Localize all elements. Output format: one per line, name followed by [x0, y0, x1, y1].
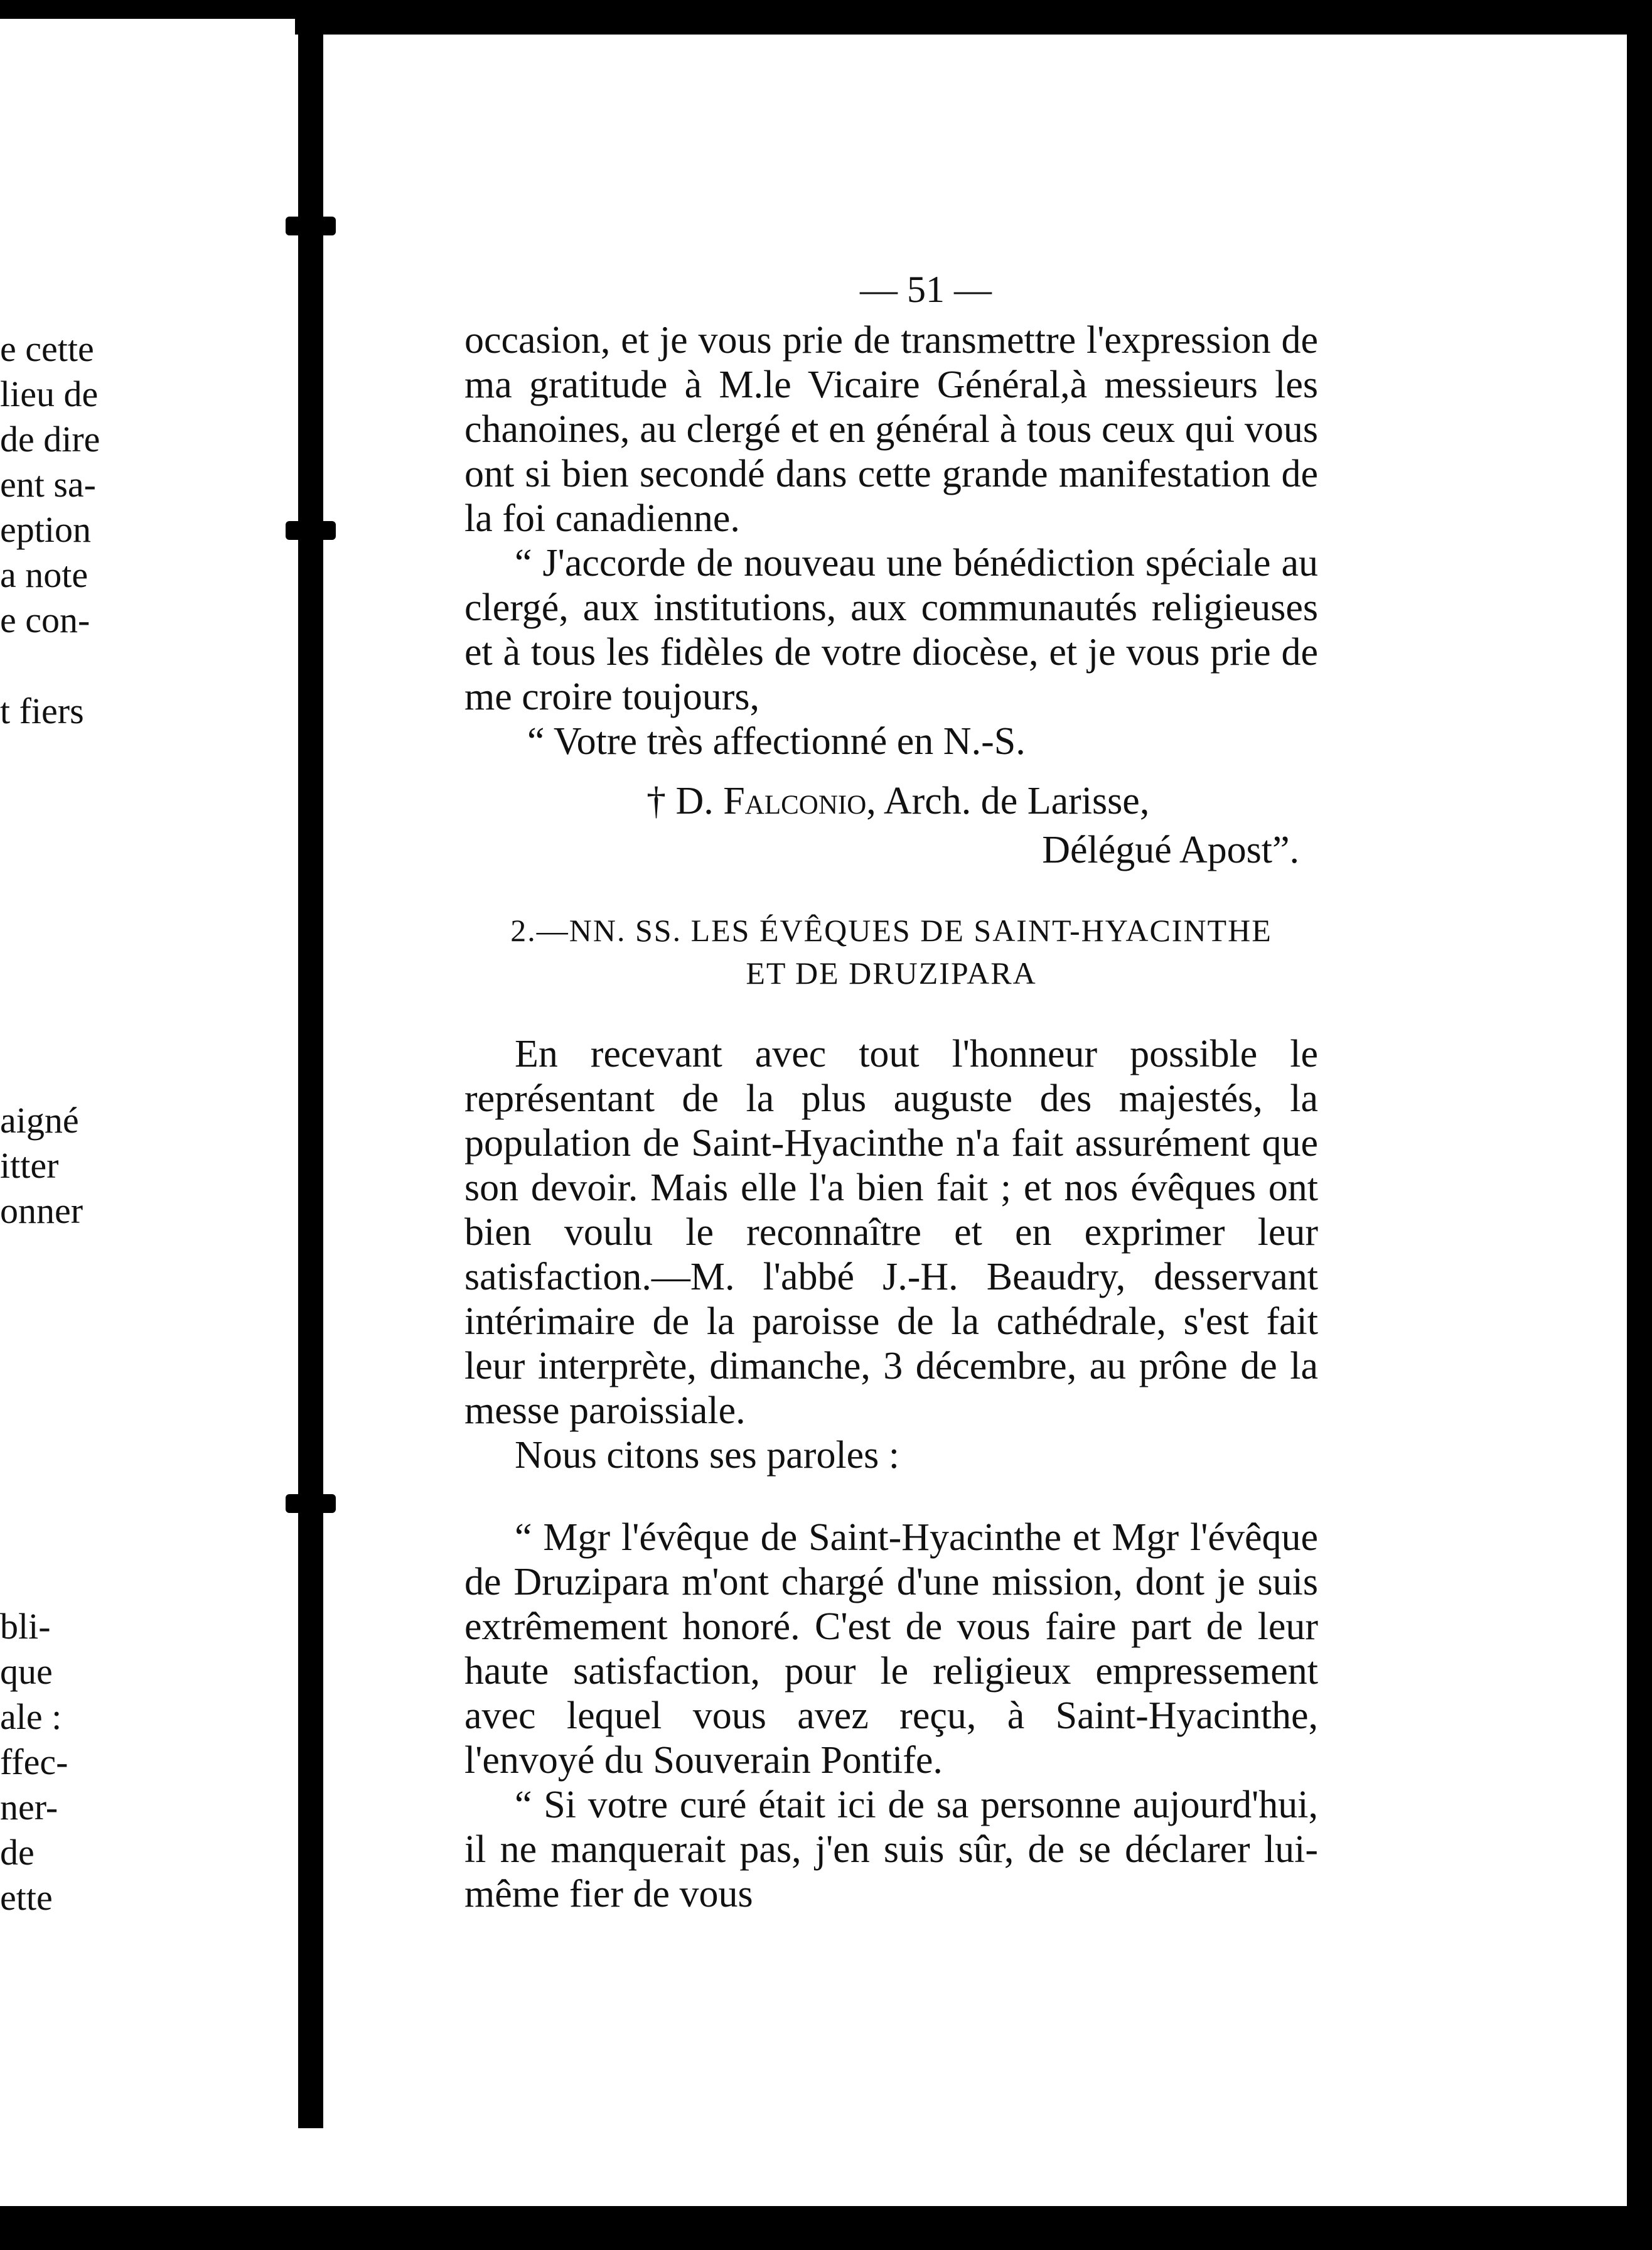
- signature-name-line: [464, 777, 1318, 826]
- left-line: t fiers: [0, 691, 84, 731]
- left-line: bli-: [0, 1606, 51, 1647]
- signature-first: D.: [675, 780, 724, 822]
- binding-thread: [286, 1494, 336, 1513]
- left-line: que: [0, 1651, 53, 1692]
- binding-thread: [286, 217, 336, 235]
- left-line: de dire: [0, 419, 100, 460]
- paragraph-closing: “ Votre très affectionné en N.-S.: [527, 720, 1026, 763]
- signature-block: [464, 777, 1318, 875]
- paragraph: “ Mgr l'évêque de Saint-Hyacinthe et Mgr l'évêque de Druzipara m'ont chargé d'une mission, dont je suis extrêmement honoré. C'est de vous faire part de leur haute satisfaction, pour le religieux empressement avec lequel vous avez reçu, à Saint-Hyacinthe, l'envoyé du Souverain Pontife.: [464, 1516, 1318, 1782]
- left-line: e cette: [0, 328, 94, 369]
- section-heading-line1: 2.—NN. SS. LES ÉVÊQUES DE SAINT-HYACINTHE: [510, 913, 1272, 948]
- paragraph: “ J'accorde de nouveau une bénédiction spéciale au clergé, aux institutions, aux communautés religieuses et à tous les fidèles de votre diocèse, et je vous prie de me croire toujours,: [464, 542, 1318, 718]
- scan-border-bottom: [0, 2206, 1652, 2250]
- left-line: onner: [0, 1190, 83, 1231]
- scan-border-right: [1627, 0, 1652, 2250]
- left-line: ale :: [0, 1696, 62, 1737]
- section-heading: [464, 909, 1318, 994]
- paragraph: En recevant avec tout l'honneur possible le représentant de la plus auguste des majestés, la population de Saint-Hyacinthe n'a fait assurément que son devoir. Mais elle l'a bien fait ; et nos évêques ont bien voulu le reconnaître et en exprimer leur satisfaction.—M. l'abbé J.-H. Beaudry, desservant intérimaire de la paroisse de la cathédrale, s'est fait leur interprète, dimanche, 3 décembre, au prône de la messe paroissiale.: [464, 1033, 1318, 1432]
- left-line: de: [0, 1832, 35, 1873]
- left-line: ner-: [0, 1787, 58, 1827]
- left-line: eption: [0, 509, 91, 550]
- left-line: a note: [0, 554, 88, 595]
- left-line: e con-: [0, 600, 90, 640]
- signature-role: Délégué Apost”.: [1042, 829, 1299, 871]
- binding-thread: [286, 521, 336, 540]
- left-page-text: [0, 326, 295, 1920]
- paragraph: “ Si votre curé était ici de sa personne aujourd'hui, il ne manquerait pas, j'en suis sûr, de se déclarer lui-même fier de vous: [464, 1784, 1318, 1915]
- cross-icon: †: [646, 780, 666, 822]
- signature-surname: Falconio: [723, 780, 867, 822]
- left-page: [0, 19, 295, 2216]
- left-line: lieu de: [0, 374, 99, 414]
- spacer: [464, 1478, 1318, 1515]
- left-line: ent sa-: [0, 464, 96, 505]
- left-line: ette: [0, 1877, 53, 1918]
- left-line: ffec-: [0, 1741, 68, 1782]
- left-line: itter: [0, 1145, 59, 1186]
- paragraph: occasion, et je vous prie de transmettre l'expression de ma gratitude à M.le Vicaire Général,à messieurs les chanoines, au clergé et en général à tous ceux qui vous ont si bien secondé dans cette grande manifestation de la foi canadienne.: [464, 319, 1318, 540]
- left-line: aigné: [0, 1100, 79, 1141]
- book-spine: [298, 25, 323, 2128]
- signature-title: , Arch. de Larisse,: [866, 780, 1150, 822]
- right-page-text: [464, 267, 1318, 1917]
- paragraph: Nous citons ses paroles :: [515, 1434, 900, 1477]
- section-heading-line2: ET DE DRUZIPARA: [746, 955, 1037, 991]
- page-number: — 51 —: [860, 269, 992, 310]
- right-page: [264, 35, 1632, 2213]
